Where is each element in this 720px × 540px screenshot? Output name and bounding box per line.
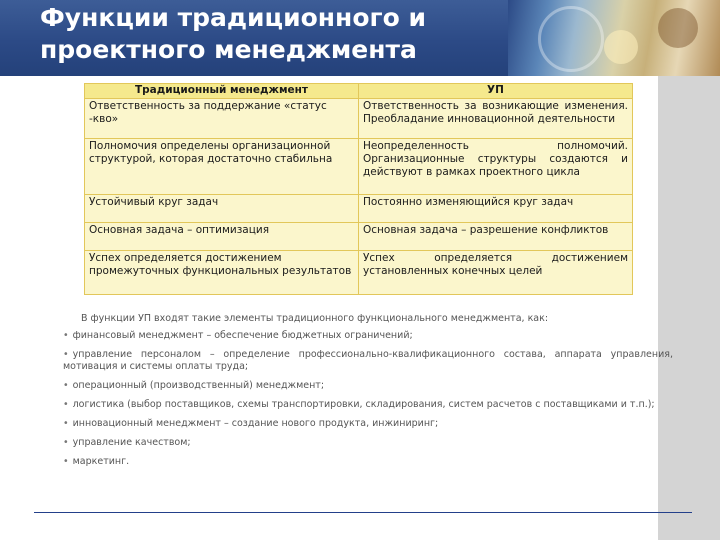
- title-banner: [0, 0, 720, 76]
- table-cell: Устойчивый круг задач: [85, 195, 359, 223]
- column-header-traditional: Традиционный менеджмент: [85, 84, 359, 99]
- table-row: [85, 99, 633, 139]
- table-cell: Постоянно изменяющийся круг задач: [359, 195, 633, 223]
- table-cell: Ответственность за поддержание «статус -кво»: [85, 99, 359, 139]
- table-cell: Ответственность за возникающие изменения. Преобладание инновационной деятельности: [359, 99, 633, 139]
- list-item: [63, 418, 673, 430]
- column-header-pm: УП: [359, 84, 633, 99]
- list-item-text: управление персоналом – определение профессионально-квалификационного состава, аппарата управления, мотивация и системы оплаты труда;: [63, 349, 673, 372]
- bullet: •: [63, 380, 69, 391]
- list-item: [63, 399, 673, 411]
- list-item: [63, 437, 673, 449]
- header-photo: [508, 0, 720, 76]
- bullet: •: [63, 349, 69, 360]
- table-cell: Успех определяется достижением установленных конечных целей: [359, 251, 633, 295]
- functions-text: [63, 313, 673, 475]
- bullet: •: [63, 437, 69, 448]
- table-cell: Неопределенность полномочий. Организационные структуры создаются и действуют в рамках проектного цикла: [359, 139, 633, 195]
- table-row: [85, 223, 633, 251]
- list-item-text: финансовый менеджмент – обеспечение бюджетных ограничений;: [72, 330, 413, 341]
- table-cell: Успех определяется достижением промежуточных функциональных результатов: [85, 251, 359, 295]
- list-item: [63, 330, 673, 342]
- list-item-text: управление качеством;: [72, 437, 191, 448]
- list-item-text: логистика (выбор поставщиков, схемы транспортировки, складирования, систем расчетов с поставщиками и т.п.);: [72, 399, 655, 410]
- bullet: •: [63, 330, 69, 341]
- table-row: [85, 139, 633, 195]
- table-header-row: [85, 84, 633, 99]
- table-row: [85, 195, 633, 223]
- list-item-text: инновационный менеджмент – создание нового продукта, инжиниринг;: [72, 418, 439, 429]
- list-item-text: маркетинг.: [72, 456, 130, 467]
- table-cell: Полномочия определены организационной структурой, которая достаточно стабильна: [85, 139, 359, 195]
- table-row: [85, 251, 633, 295]
- list-item-text: операционный (производственный) менеджмент;: [72, 380, 325, 391]
- page-title: [40, 2, 540, 66]
- table-cell: Основная задача – оптимизация: [85, 223, 359, 251]
- bullet: •: [63, 456, 69, 467]
- table-cell: Основная задача – разрешение конфликтов: [359, 223, 633, 251]
- list-item: [63, 380, 673, 392]
- title-line-1: Функции традиционного и: [40, 3, 426, 32]
- intro-paragraph: В функции УП входят такие элементы традиционного функционального менеджмента, как:: [81, 313, 549, 324]
- bullet: •: [63, 399, 69, 410]
- title-line-2: проектного менеджмента: [40, 35, 417, 64]
- list-item: [63, 349, 673, 373]
- comparison-table: [84, 83, 633, 295]
- bullet: •: [63, 418, 69, 429]
- bottom-divider: [34, 512, 692, 513]
- list-item: [63, 456, 673, 468]
